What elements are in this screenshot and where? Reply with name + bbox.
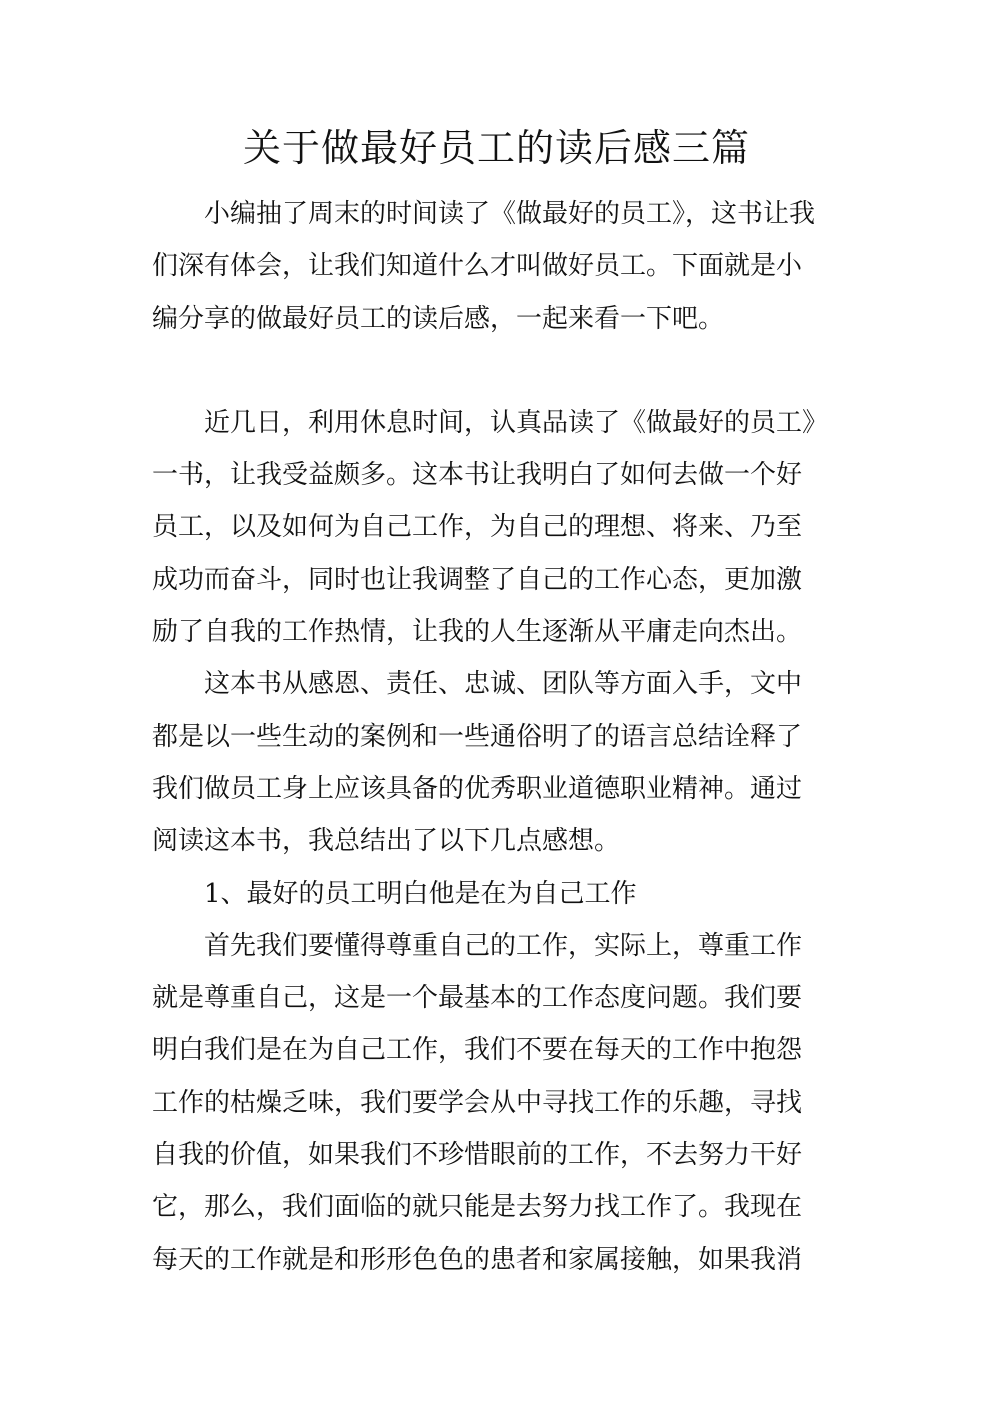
intro-paragraph: 小编抽了周末的时间读了《做最好的员工》，这书让我们深有体会，让我们知道什么才叫做好员工。下面就是小编分享的做最好员工的读后感，一起来看一下吧。	[152, 199, 816, 334]
body-paragraph: 这本书从感恩、责任、忠诚、团队等方面入手，文中都是以一些生动的案例和一些通俗明了的语言总结诠释了我们做员工身上应该具备的优秀职业道德职业精神。通过阅读这本书，我总结出了以下几点感想。	[152, 669, 803, 857]
body-paragraph: 首先我们要懂得尊重自己的工作，实际上，尊重工作就是尊重自己，这是一个最基本的工作态度问题。我们要明白我们是在为自己工作，我们不要在每天的工作中抱怨工作的枯燥乏味，我们要学会从中寻找工作的乐趣，寻找自我的价值，如果我们不珍惜眼前的工作，不去努力干好它，那么，我们面临的就只能是去努力找工作了。我现在每天的工作就是和形形色色的患者和家属接触，如果我消	[152, 930, 803, 1275]
document-title: 关于做最好员工的读后感三篇	[242, 126, 750, 170]
body-paragraph: 近几日，利用休息时间，认真品读了《做最好的员工》一书，让我受益颇多。这本书让我明白了如何去做一个好员工，以及如何为自己工作，为自己的理想、将来、乃至成功而奋斗，同时也让我调整了自己的工作心态，更加激励了自我的工作热情，让我的人生逐渐从平庸走向杰出。	[152, 407, 816, 648]
section-heading: 1、最好的员工明白他是在为自己工作	[204, 878, 637, 909]
paragraph-spacer	[152, 345, 824, 397]
document-body	[152, 188, 824, 1286]
